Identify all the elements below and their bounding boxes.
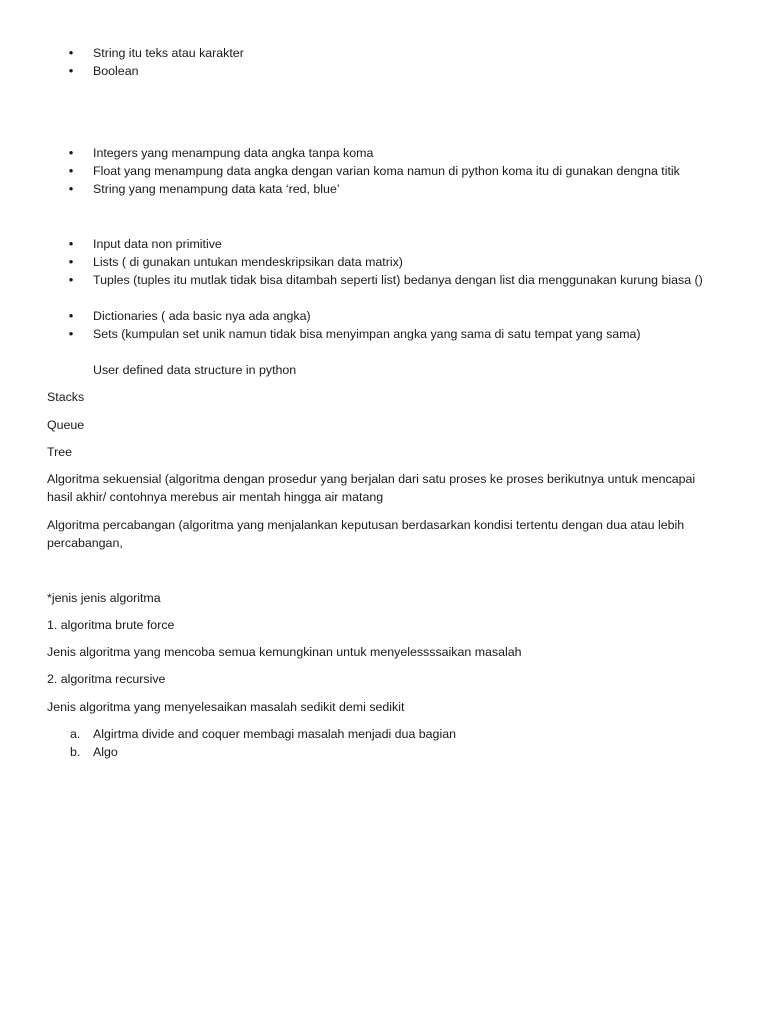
section-heading: User defined data structure in python [93,363,297,377]
list-marker: b. [70,745,81,759]
paragraph-brute-desc: Jenis algoritma yang mencoba semua kemungkinan untuk menyelessssaikan masalah [47,645,522,659]
list-item: Lists ( di gunakan untukan mendeskripsikan data matrix) [93,255,403,269]
paragraph-recursive-desc: Jenis algoritma yang menyelesaikan masalah sedikit demi sedikit [47,700,405,714]
list-item: Boolean [93,64,139,78]
bullet-icon: • [68,145,74,160]
paragraph-stacks: Stacks [47,390,85,404]
paragraph-queue: Queue [47,418,85,432]
bullet-icon: • [68,45,74,60]
bullet-icon: • [68,63,74,78]
list-item: String yang menampung data kata ‘red, blue’ [93,182,340,196]
paragraph-recursive-title: 2. algoritma recursive [47,672,166,686]
paragraph-brute-title: 1. algoritma brute force [47,618,175,632]
paragraph-tree: Tree [47,445,73,459]
bullet-icon: • [68,272,74,287]
bullet-icon: • [68,326,74,341]
list-item: String itu teks atau karakter [93,46,244,60]
list-item: Sets (kumpulan set unik namun tidak bisa menyimpan angka yang sama di satu tempat yang sama) [93,327,641,341]
bullet-icon: • [68,308,74,323]
list-item: Float yang menampung data angka dengan varian koma namun di python koma itu di gunakan dengna titik [93,164,680,178]
paragraph-jenis-heading: *jenis jenis algoritma [47,591,161,605]
list-item: Tuples (tuples itu mutlak tidak bisa ditambah seperti list) bedanya dengan list dia menggunakan kurung biasa () [93,273,703,287]
bullet-icon: • [68,163,74,178]
sub-list-item: Algo [93,745,118,759]
list-item: Dictionaries ( ada basic nya ada angka) [93,309,311,323]
bullet-icon: • [68,236,74,251]
bullet-icon: • [68,181,74,196]
paragraph-sekuensial: Algoritma sekuensial (algoritma dengan prosedur yang berjalan dari satu proses ke proses berikutnya untuk mencapai hasil akhir/ contohnya merebus air mentah hingga air matang [47,472,696,504]
list-item: Integers yang menampung data angka tanpa koma [93,146,374,160]
paragraph-percabangan: Algoritma percabangan (algoritma yang menjalankan keputusan berdasarkan kondisi tertentu dengan dua atau lebih percabangan, [47,518,685,550]
sub-list-item: Algirtma divide and coquer membagi masalah menjadi dua bagian [93,727,456,741]
bullet-icon: • [68,254,74,269]
list-item: Input data non primitive [93,237,222,251]
list-marker: a. [70,727,81,741]
